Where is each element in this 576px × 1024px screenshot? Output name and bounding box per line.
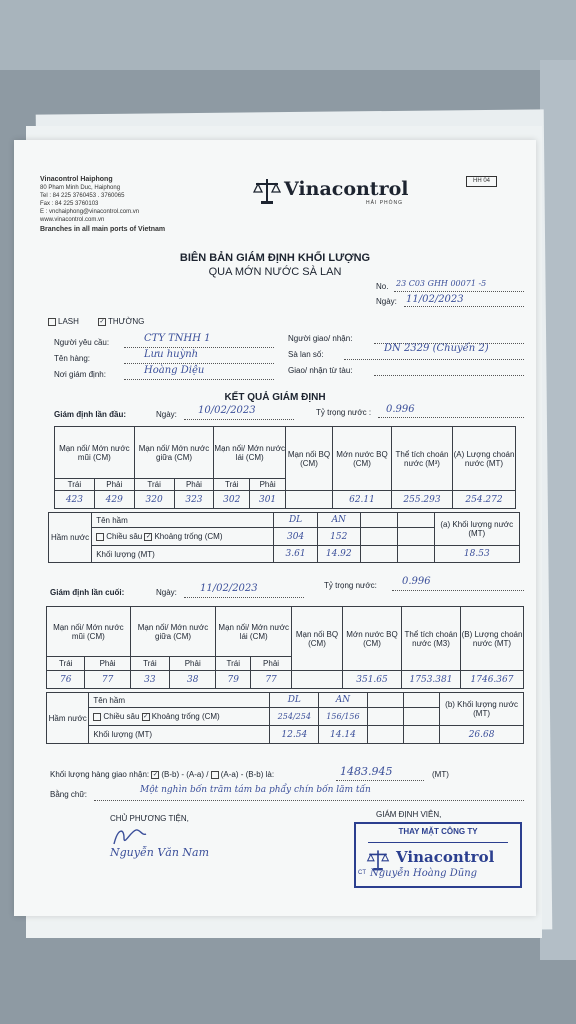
company-address: 80 Pham Minh Duc, Haiphong <box>40 185 121 191</box>
final-draft-table <box>46 606 524 689</box>
table-cell: 12.54 <box>270 726 319 744</box>
table-cell: 76 <box>47 671 85 689</box>
depth-checkbox[interactable] <box>96 533 104 541</box>
thuong-label: THƯỜNG <box>108 317 145 326</box>
hold-name-label: Tên hầm <box>89 693 270 708</box>
final-date-label: Ngày: <box>156 588 177 597</box>
table-cell: 33 <box>130 671 169 689</box>
logo-name: Vinacontrol <box>284 178 409 200</box>
inspector-name: Nguyễn Hoàng Dũng <box>370 868 478 879</box>
lash-checkbox[interactable] <box>48 318 56 326</box>
hold-total-label: (b) Khối lượng nước (MT) <box>440 693 524 726</box>
form-code: HH 04 <box>466 176 497 187</box>
page-title: BIÊN BẢN GIÁM ĐỊNH KHỐI LƯỢNG <box>179 252 371 264</box>
stamp-top: THAY MẶT CÔNG TY <box>398 827 478 836</box>
final-hold-table <box>46 692 524 744</box>
depth-label: Chiều sâu <box>103 712 140 721</box>
stamp-prefix: CT <box>358 870 366 876</box>
table-cell <box>367 708 403 726</box>
table-cell: 429 <box>94 491 134 509</box>
owner-title: CHỦ PHƯƠNG TIỆN, <box>110 814 189 823</box>
final-header-bow: Mạn nối/ Mớn nước mũi (CM) <box>47 607 131 657</box>
hold-empty <box>360 513 397 528</box>
summary-line <box>336 780 424 781</box>
company-fax: Fax : 84 225 3760103 <box>40 201 99 207</box>
table-cell: 254/254 <box>270 708 319 726</box>
space-label: Khoảng trống (CM) <box>151 712 220 721</box>
hold-mass-label: Khối lượng (MT) <box>89 726 270 744</box>
no-label: No. <box>376 282 389 291</box>
table-cell: 255.293 <box>392 491 453 509</box>
table-cell <box>367 726 403 744</box>
summary-formula-2: (A-a) - (B-b) là: <box>220 770 275 779</box>
goods-line <box>124 363 274 364</box>
hold-depth-row <box>89 708 270 726</box>
initial-header-bow: Mạn nối/ Mớn nước mũi (CM) <box>55 427 135 479</box>
summary-formula-1: (B-b) - (A-a) / <box>161 770 209 779</box>
table-cell: 77 <box>251 671 292 689</box>
summary-row <box>50 770 274 779</box>
side-label: Trái <box>55 479 95 491</box>
company-tel: Tel : 84 225 3760453 . 3760065 <box>40 193 125 199</box>
table-cell: 351.65 <box>343 671 402 689</box>
initial-density-value: 0.996 <box>386 404 415 415</box>
table-cell: 14.14 <box>319 726 368 744</box>
hold-label: Hầm nước <box>47 693 89 744</box>
logo-subtitle: HẢI PHÒNG <box>366 200 404 206</box>
receiver-line <box>374 375 524 376</box>
hold-mass-label: Khối lượng (MT) <box>92 546 274 563</box>
table-cell: 79 <box>216 671 251 689</box>
no-value: 23 C03 GHH 00071 -5 <box>396 279 487 288</box>
barge-line <box>344 359 524 360</box>
requester-label: Người yêu cầu: <box>54 338 110 347</box>
company-email: E : vnchaiphong@vinacontrol.com.vn <box>40 209 140 215</box>
final-date-value: 11/02/2023 <box>200 583 258 594</box>
hold-total-label: (a) Khối lượng nước (MT) <box>434 513 519 546</box>
formula1-checkbox[interactable]: ✓ <box>152 771 158 778</box>
initial-header-avg-side: Mạn nối BQ (CM) <box>286 427 333 491</box>
company-web: www.vinacontrol.com.vn <box>40 217 105 223</box>
words-label: Bằng chữ: <box>50 790 87 799</box>
side-label: Trái <box>214 479 250 491</box>
background-wall <box>0 0 576 70</box>
owner-name: Nguyễn Văn Nam <box>110 846 210 859</box>
stamp-brand: Vinacontrol <box>396 848 495 866</box>
space-checkbox[interactable]: ✓ <box>145 533 151 540</box>
vinacontrol-logo <box>252 176 282 211</box>
table-cell <box>397 528 434 546</box>
initial-date-value: 10/02/2023 <box>198 405 256 416</box>
date-line <box>404 306 524 307</box>
initial-density-label: Tỷ trọng nước : <box>316 408 372 417</box>
space-label: Khoảng trống (CM) <box>154 532 223 541</box>
table-cell: 77 <box>85 671 130 689</box>
table-cell: 14.92 <box>317 546 360 563</box>
table-cell <box>286 491 333 509</box>
table-cell <box>397 546 434 563</box>
goods-label: Tên hàng: <box>54 354 91 363</box>
hold-total-value: 26.68 <box>440 726 524 744</box>
table-cell <box>292 671 343 689</box>
initial-header-volume: Thể tích choán nước (M³) <box>392 427 453 491</box>
table-cell: 3.61 <box>274 546 317 563</box>
table-cell: 301 <box>250 491 286 509</box>
side-label: Phải <box>250 479 286 491</box>
initial-label: Giám định lần đầu: <box>54 410 127 419</box>
initial-date-line <box>184 419 294 420</box>
final-header-avg-draft: Mớn nước BQ (CM) <box>343 607 402 671</box>
lash-option[interactable] <box>48 317 79 326</box>
table-cell: 302 <box>214 491 250 509</box>
shipper-label: Người giao/ nhận: <box>288 334 353 343</box>
initial-date-label: Ngày: <box>156 410 177 419</box>
final-density-label: Tỷ trọng nước: <box>324 581 377 590</box>
table-cell <box>403 726 439 744</box>
side-label: Phải <box>85 657 130 671</box>
side-label: Phải <box>174 479 214 491</box>
hold-name-label: Tên hầm <box>92 513 274 528</box>
page-subtitle: QUA MỚN NƯỚC SÀ LAN <box>208 266 342 278</box>
table-cell: 304 <box>274 528 317 546</box>
final-header-mid: Mạn nối/ Mớn nước giữa (CM) <box>130 607 216 657</box>
hold-col: DL <box>270 693 319 708</box>
side-label: Phải <box>94 479 134 491</box>
summary-unit: (MT) <box>432 770 449 779</box>
table-cell: 38 <box>170 671 216 689</box>
company-name: Vinacontrol Haiphong <box>40 176 113 183</box>
hold-empty <box>403 693 439 708</box>
barge-label: Sà lan số: <box>288 350 324 359</box>
table-cell: 320 <box>134 491 174 509</box>
hold-empty <box>397 513 434 528</box>
hold-total-value: 18.53 <box>434 546 519 563</box>
final-header-displacement: (B) Lượng choán nước (MT) <box>461 607 524 671</box>
final-header-stern: Mạn nối/ Mớn nước lái (CM) <box>216 607 292 657</box>
place-line <box>124 379 274 380</box>
summary-mass-label: Khối lượng hàng giao nhận: <box>50 770 150 779</box>
place-label: Nơi giám định: <box>54 370 106 379</box>
hold-col: AN <box>319 693 368 708</box>
side-label: Phải <box>170 657 216 671</box>
side-label: Trái <box>216 657 251 671</box>
hold-col: AN <box>317 513 360 528</box>
table-cell <box>360 528 397 546</box>
barge-value: DN 2329 (Chuyến 2) <box>384 343 489 354</box>
table-cell: 156/156 <box>319 708 368 726</box>
table-cell: 152 <box>317 528 360 546</box>
words-line <box>94 800 524 801</box>
table-cell: 1746.367 <box>461 671 524 689</box>
table-cell: 423 <box>55 491 95 509</box>
side-label: Trái <box>130 657 169 671</box>
initial-header-stern: Mạn nối/ Mớn nước lái (CM) <box>214 427 286 479</box>
initial-header-displacement: (A) Lượng choán nước (MT) <box>453 427 516 491</box>
company-branches: Branches in all main ports of Vietnam <box>40 226 166 233</box>
stamp-rule <box>368 842 508 843</box>
final-label: Giám định lần cuối: <box>50 588 125 597</box>
words-value: Một nghìn bốn trăm tám ba phẩy chín bốn lăm tấn <box>140 785 371 795</box>
depth-checkbox[interactable] <box>93 713 101 721</box>
thuong-option[interactable] <box>98 317 144 326</box>
final-density-value: 0.996 <box>402 576 431 587</box>
lash-label: LASH <box>58 317 79 326</box>
depth-label: Chiều sâu <box>106 532 143 541</box>
initial-hold-table <box>48 512 520 563</box>
scales-icon <box>252 176 282 206</box>
side-label: Phải <box>251 657 292 671</box>
inspection-form <box>14 140 536 916</box>
place-value: Hoàng Diệu <box>144 365 205 376</box>
space-checkbox[interactable]: ✓ <box>143 713 149 720</box>
result-title: KẾT QUẢ GIÁM ĐỊNH <box>224 392 326 403</box>
table-cell <box>360 546 397 563</box>
table-cell: 323 <box>174 491 214 509</box>
table-cell: 1753.381 <box>402 671 461 689</box>
hold-col: DL <box>274 513 317 528</box>
initial-header-avg-draft: Mớn nước BQ (CM) <box>333 427 392 491</box>
requester-value: CTY TNHH 1 <box>144 333 211 344</box>
formula2-checkbox[interactable] <box>211 771 219 779</box>
summary-value: 1483.945 <box>340 765 393 778</box>
receiver-label: Giao/ nhận từ tàu: <box>288 366 353 375</box>
requester-line <box>124 347 274 348</box>
final-density-line <box>392 590 524 591</box>
final-header-volume: Thể tích choán nước (M3) <box>402 607 461 671</box>
initial-header-mid: Mạn nối/ Mớn nước giữa (CM) <box>134 427 214 479</box>
initial-density-line <box>378 417 524 418</box>
thuong-checkbox[interactable]: ✓ <box>99 318 105 325</box>
hold-empty <box>367 693 403 708</box>
side-label: Trái <box>134 479 174 491</box>
hold-depth-row <box>92 528 274 546</box>
goods-value: Lưu huỳnh <box>144 349 199 360</box>
date-label: Ngày: <box>376 297 397 306</box>
table-cell <box>403 708 439 726</box>
inspector-title: GIÁM ĐỊNH VIÊN, <box>376 810 442 819</box>
table-cell: 62.11 <box>333 491 392 509</box>
initial-draft-table <box>54 426 516 509</box>
side-label: Trái <box>47 657 85 671</box>
final-date-line <box>184 597 304 598</box>
no-line <box>394 291 524 292</box>
hold-label: Hầm nước <box>49 513 92 563</box>
date-value: 11/02/2023 <box>406 294 464 305</box>
table-cell: 254.272 <box>453 491 516 509</box>
final-header-avg-side: Mạn nối BQ (CM) <box>292 607 343 671</box>
